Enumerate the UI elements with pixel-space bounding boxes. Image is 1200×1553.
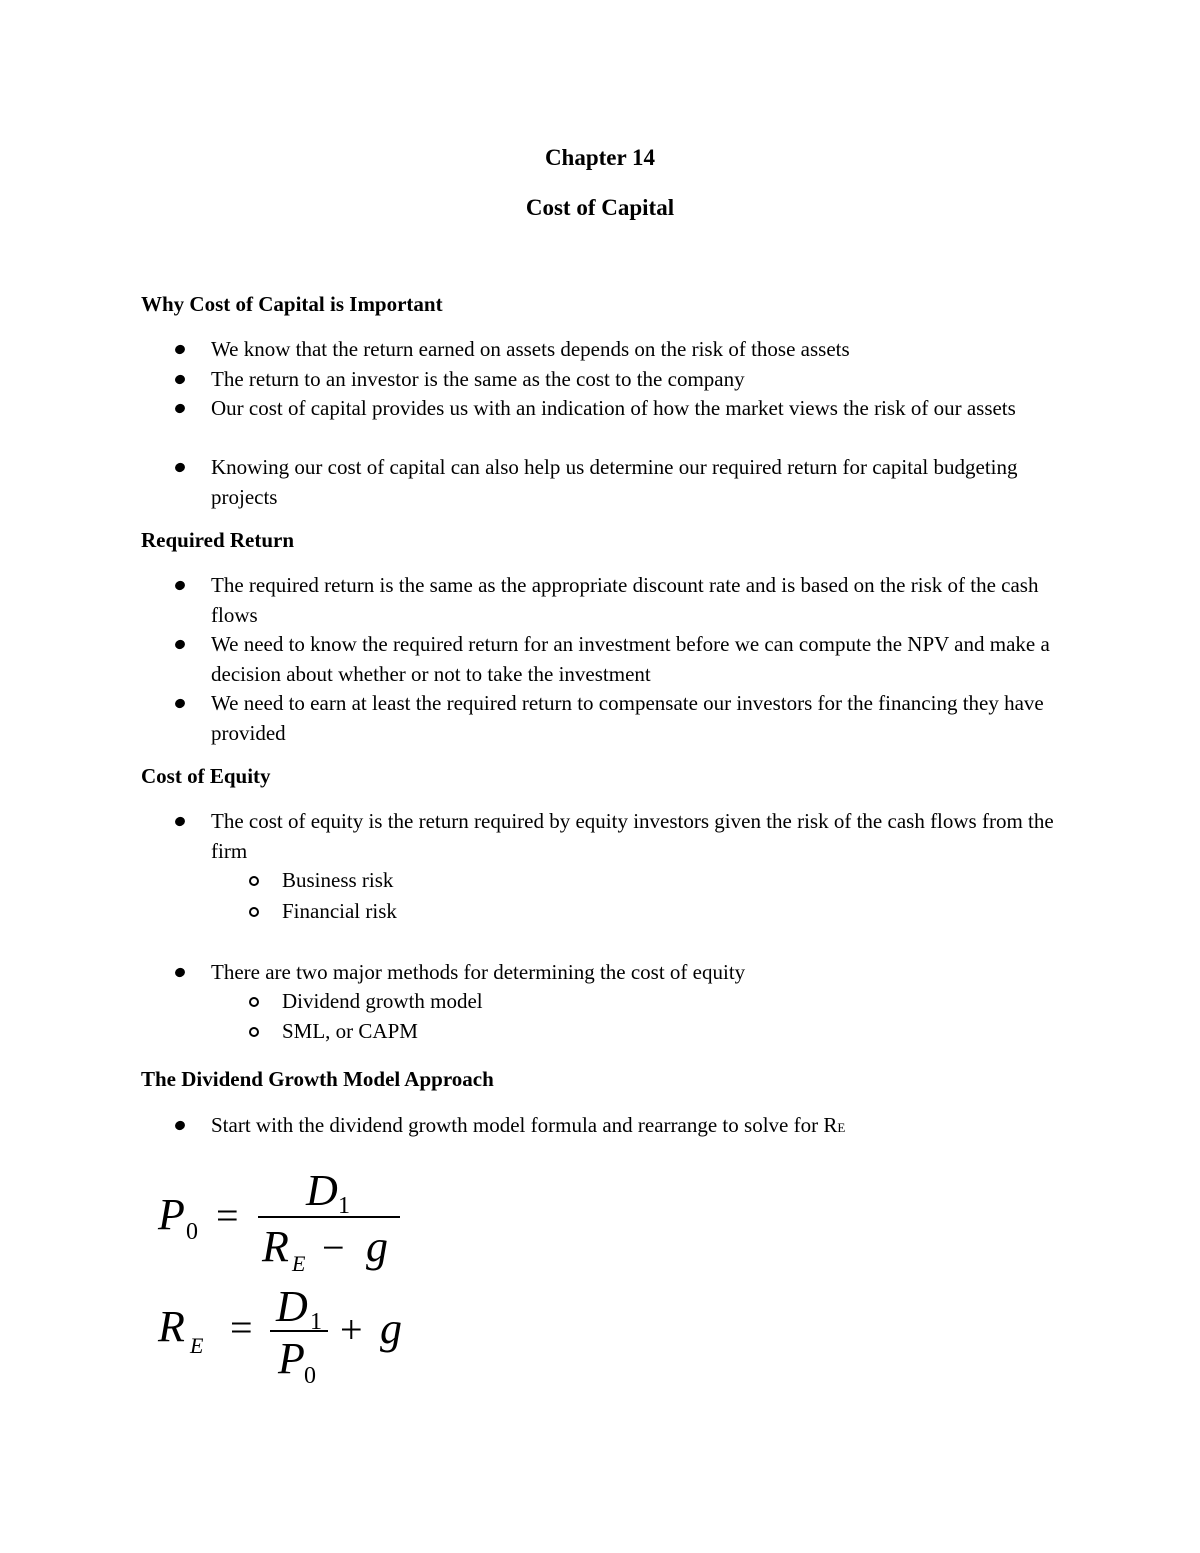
formula-numerator: D xyxy=(306,1166,338,1215)
formula-lhs-sub: E xyxy=(190,1333,204,1358)
list-item: We know that the return earned on assets depends on the risk of those assets xyxy=(211,335,1071,365)
circle-bullet-icon xyxy=(249,907,259,917)
list-item: The return to an investor is the same as the cost to the company xyxy=(211,365,1071,395)
chapter-title: Cost of Capital xyxy=(525,195,675,220)
bullet-icon xyxy=(174,403,186,415)
list-item: We need to earn at least the required return to compensate our investors for the financing they have provided xyxy=(211,689,1071,748)
bullet-icon xyxy=(174,462,186,474)
bullet-icon xyxy=(174,344,186,356)
formula-equals: = xyxy=(230,1305,253,1350)
formula-denominator-r: R xyxy=(262,1222,289,1271)
sub-list-item: Dividend growth model xyxy=(282,987,483,1017)
formula-denominator: P xyxy=(278,1334,305,1383)
formula-numerator: D xyxy=(276,1283,308,1331)
section-heading-importance: Why Cost of Capital is Important xyxy=(141,292,443,316)
formula-lhs: P xyxy=(158,1190,185,1239)
formula-numerator-sub: 1 xyxy=(310,1309,322,1335)
circle-bullet-icon xyxy=(249,997,259,1007)
section-heading-required-return: Required Return xyxy=(141,528,295,552)
circle-bullet-icon xyxy=(249,876,259,886)
formula-price xyxy=(140,1165,420,1275)
sub-list-item: Business risk xyxy=(282,866,393,896)
bullet-icon xyxy=(174,639,186,651)
list-item: Our cost of capital provides us with an indication of how the market views the risk of our assets xyxy=(211,394,1071,424)
section-heading-dividend-growth: The Dividend Growth Model Approach xyxy=(141,1067,494,1091)
bullet-icon xyxy=(174,1120,186,1132)
list-item: We need to know the required return for an investment before we can compute the NPV and make a decision about whether or not to take the investment xyxy=(211,630,1071,689)
list-item: Knowing our cost of capital can also help us determine our required return for capital budgeting projects xyxy=(211,453,1071,512)
bullet-icon xyxy=(174,967,186,979)
list-item: Start with the dividend growth model formula and rearrange to solve for RE xyxy=(211,1111,1071,1143)
bullet-icon xyxy=(174,374,186,386)
formula-lhs-sub: 0 xyxy=(186,1219,198,1245)
section-heading-cost-of-equity: Cost of Equity xyxy=(141,764,271,788)
formula-growth: g xyxy=(380,1304,402,1353)
formula-plus: + xyxy=(340,1307,363,1352)
sub-list-item: Financial risk xyxy=(282,897,397,927)
formula-equals: = xyxy=(216,1193,239,1238)
list-item: The required return is the same as the appropriate discount rate and is based on the risk of the cash flows xyxy=(211,571,1071,630)
circle-bullet-icon xyxy=(249,1027,259,1037)
formula-minus: − xyxy=(322,1225,345,1270)
formula-denominator-r-sub: E xyxy=(292,1251,306,1275)
sub-list-item: SML, or CAPM xyxy=(282,1017,418,1047)
bullet-icon xyxy=(174,580,186,592)
bullet-icon xyxy=(174,816,186,828)
list-item: There are two major methods for determining the cost of equity xyxy=(211,958,1071,988)
formula-growth: g xyxy=(366,1222,388,1271)
list-item: The cost of equity is the return required by equity investors given the risk of the cash flows from the firm xyxy=(211,807,1071,866)
chapter-number: Chapter 14 xyxy=(544,145,656,170)
formula-lhs: R xyxy=(158,1302,185,1351)
bullet-icon xyxy=(174,698,186,710)
formula-denominator-sub: 0 xyxy=(304,1363,316,1389)
formula-cost-of-equity xyxy=(140,1283,420,1393)
formula-numerator-sub: 1 xyxy=(338,1193,350,1219)
